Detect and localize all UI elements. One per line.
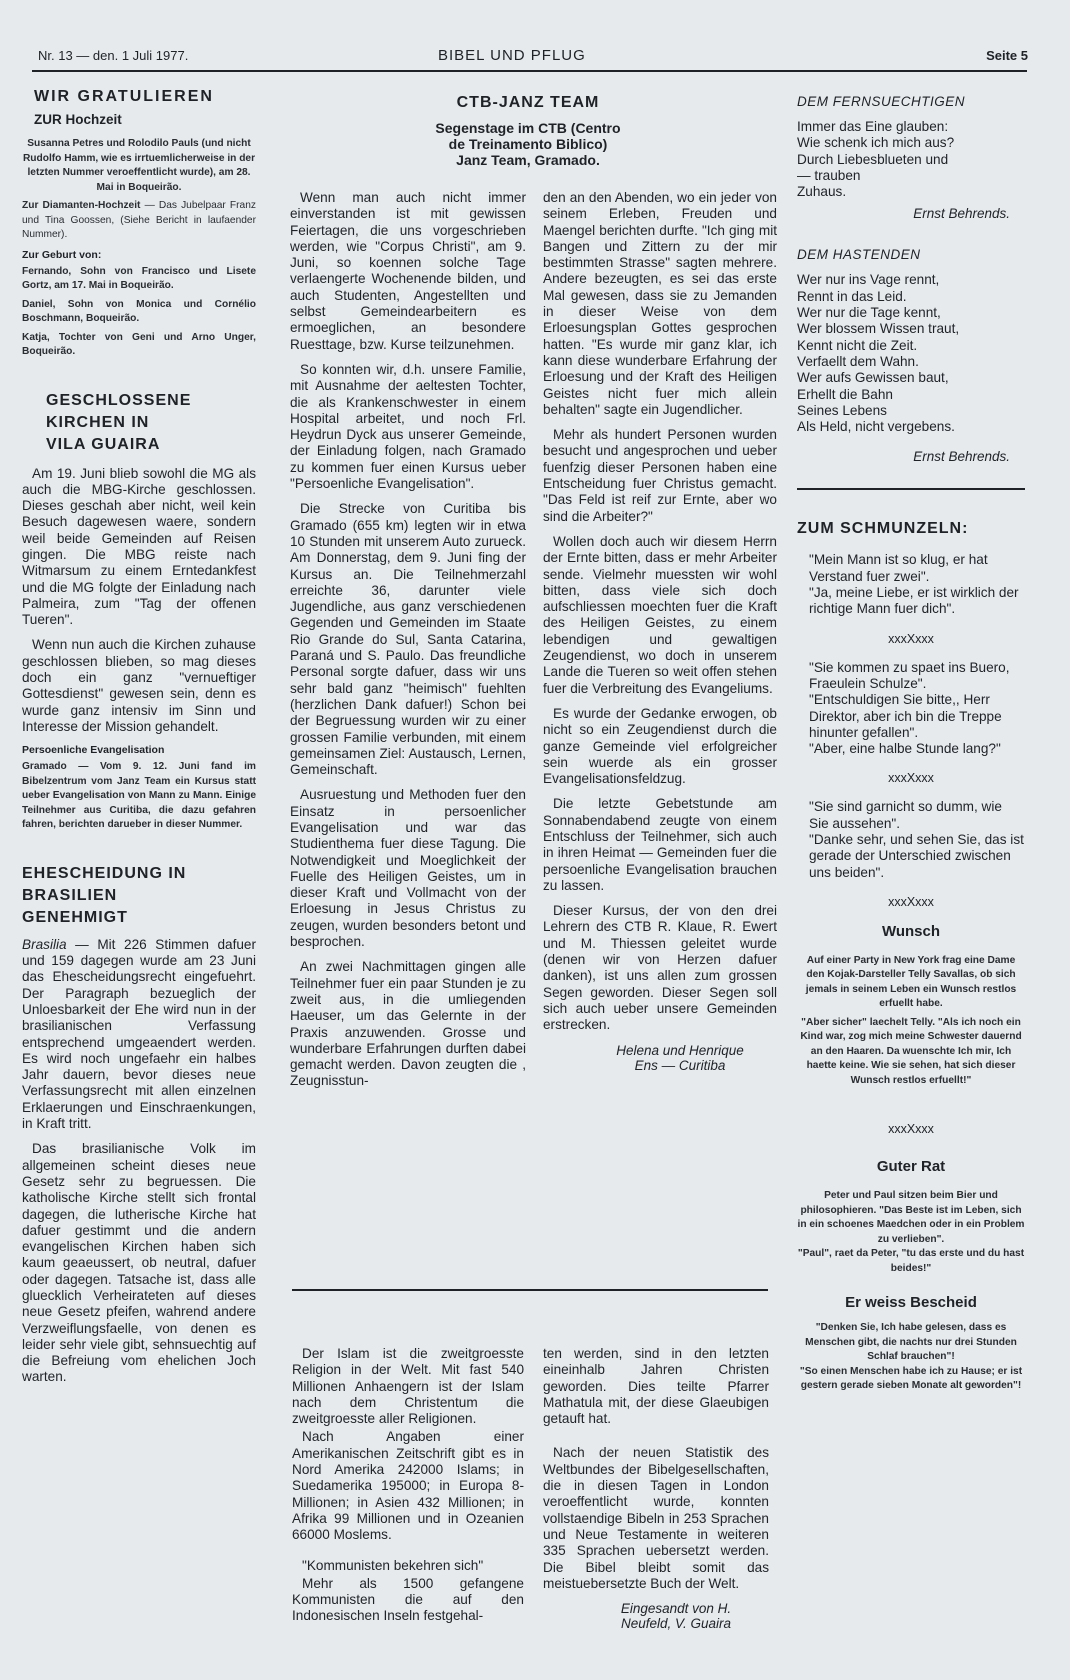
heading-gratulieren: WIR GRATULIEREN: [34, 88, 214, 105]
heading-kirchen-2: KIRCHEN IN: [46, 413, 150, 431]
joke-3: "Sie sind garnicht so dumm, wie Sie aussehen". "Danke sehr, und sehen Sie, das ist gerade der Unterschied zwischen uns beiden".: [809, 799, 1024, 880]
column-4: [797, 94, 1025, 1398]
poem-2-title: DEM HASTENDEN: [797, 247, 921, 263]
ehescheidung-paragraph-1: [22, 937, 256, 1133]
diamond-note: [22, 199, 256, 243]
column-3: [543, 190, 777, 1073]
poem-1-title: DEM FERNSUECHTIGEN: [797, 94, 966, 109]
birth-fernando: Fernando, Sohn von Francisco und Lisete Gortz, am 17. Mai in Boqueirão.: [22, 265, 256, 291]
heading-ehescheidung-2: BRASILIEN: [22, 886, 118, 904]
poem-2-author: Ernst Behrends.: [913, 449, 1010, 465]
ehescheidung-text: — Mit 226 Stimmen dafuer und 159 dagegen wurde am 23 Juni das Ehescheidungsrecht eingefuehrt. Der Paragraph bezueglich der Unloesbarkeit der Ehe wird nun in der brasilianischen Verfassung entsprechend umgeaendert werden. Es wird noch ungefaehr ein halbes Jahr dauern, bevor dieses neue Verfassungsrecht mit allen einzelnen Erklaerungen und Einschraenkungen, in Kraft tritt.: [22, 936, 256, 1132]
bescheid-text: "Denken Sie, Ich habe gelesen, dass es Menschen gibt, die nachts nur drei Stunden Schlaf brauchen"! "So einen Menschen habe ich zu Hause; er ist gestern gerade sieben Monate alt geworden"!: [799, 1322, 1023, 1392]
evangelisation-note: Gramado — Vom 9. 12. Juni fand im Bibelzentrum vom Janz Team ein Kursus statt ueber Evangelisation von Mann zu Mann. Einige Teilnehmer aus Curitiba, die dazu gefahren fahren, berichten darueber in dieser Nummer.: [22, 761, 256, 831]
evangelisation-label: Persoenliche Evangelisation: [22, 744, 165, 757]
page-header: [38, 48, 1028, 70]
ctb-sub-2: de Treinamento Biblico): [448, 136, 608, 152]
kirchen-paragraph-1: Am 19. Juni blieb sowohl die MG als auch die MBG-Kirche geschlossen. Dieses geschah aber nicht, weil kein Besuch dagewesen waere, sondern weil beide Gemeinden auf Reisen gingen. Die MBG reiste nach Witmarsum zu einem Erntedankfest und die MG folgte der Einladung nach Palmeira, zum "Tag der offenen Tueren".: [22, 465, 256, 628]
column-2: [290, 190, 526, 1099]
kirchen-paragraph-2: Wenn nun auch die Kirchen zuhause geschlossen blieben, so mag dieses doch ein ganz "vernueftiger Gottesdienst" gewesen sein, denn es wurde ganz intensiv im Sinn und Interesse der Mission gehandelt.: [22, 637, 256, 734]
newspaper-title: BIBEL UND PFLUG: [438, 47, 586, 64]
joke-2: "Sie kommen zu spaet ins Buero, Fraeulein Schulze". "Entschuldigen Sie bitte,, Herr Direktor, aber ich bin die Treppe hinunter gefallen". "Aber, eine halbe Stunde lang?": [809, 659, 1010, 757]
ctb-paragraph-1: Wenn man auch nicht immer einverstanden ist mit gewissen Feiertagen, die uns vorgeschrieben werden, wie "Corpus Christi", am 9. Juni, so koennen solche Tage verlaengerte Wochenende bilden, und auch Studenten, Angestellten und selbst Gemeindearbeitern es ermoeglichen, an besondere Ruesttage, bzw. Kurse teilzunehmen.: [290, 190, 526, 352]
guter-rat-title: Guter Rat: [876, 1158, 946, 1176]
birth-katja: Katja, Tochter von Geni und Arno Unger, Boqueirão.: [22, 331, 256, 357]
birth-label: Zur Geburt von:: [22, 248, 102, 261]
ctb-header: [290, 92, 766, 168]
bescheid-title: Er weiss Bescheid: [845, 1294, 977, 1312]
kommunisten-continued: ten werden, sind in den letzten eineinhalb Jahren Christen geworden. Dies teilte Pfarrer Mathatula mit, der diese Glaeubigen getauft hat.: [543, 1346, 769, 1427]
separator-2: xxxXxxx: [888, 771, 934, 786]
column-1: [22, 86, 256, 1395]
islam-signature-2: Neufeld, V. Guaira: [620, 1616, 732, 1632]
ctb-paragraph-4: Ausruestung und Methoden fuer den Einsatz in persoenlicher Evangelisation und war das Studienthema fuer diese Tagung. Die Notwendigkeit und Moeglichkeit der Fuelle des Heiligen Geistes, um in dieser Kraft und Vollmacht von der Erloesung in Jesus Christus zu zeugen, wurden besonders betont und besprochen.: [290, 787, 526, 950]
guter-rat-text: Peter und Paul sitzen beim Bier und philosophieren. "Das Beste ist im Leben, sich in ein schoenes Maedchen oder in ein Problem zu verlieben". "Paul", raet da Peter, "tu das erste und du hast beides!": [797, 1190, 1025, 1274]
heading-schmunzeln: ZUM SCHMUNZELN:: [797, 520, 969, 538]
birth-daniel-name: Daniel,: [22, 298, 56, 310]
poem-1: Immer das Eine glauben: Wie schenk ich mich aus? Durch Liebesblueten und — trauben Zuhaus.: [797, 119, 955, 200]
wunsch-paragraph-1: Auf einer Party in New York frag eine Dame den Kojak-Darsteller Telly Savallas, ob sich jemals in seinem Leben ein Wunsch restlos erfuellt habe.: [805, 954, 1017, 1010]
ctb-paragraph-11: Dieser Kursus, der von den drei Lehrern des CTB R. Klaue, R. Ewert und M. Thiessen geleitet wurde (denen wir von Herzen dafuer danken), ist uns allen zum grossen Segen geworden. Dieser Segen soll sich auch ueber unsere Gemeinden erstrecken.: [543, 903, 777, 1033]
ctb-paragraph-6: den an den Abenden, wo ein jeder von seinem Erleben, Freuden und Maengel berichten durfte. "Ich ging mit Bangen und Zittern zu der mir bestimmten Strasse" sagten mehrere. Andere bezeugten, es sei das erste Mal gewesen, dass sie zu Jemanden in dieser Weise von dem Erloesungsplan Gottes gesprochen hatten. "Es wurde mir ganz klar, ich kann diese wunderbare Erfahrung der Erloesung und der Kraft des Heiligen Geistes nicht fuer mich allein behalten" sagte ein Jugendlicher.: [543, 190, 777, 417]
joke-1: "Mein Mann ist so klug, er hat Verstand fuer zwei". "Ja, meine Liebe, er ist wirklich der richtige Mann fuer dich".: [809, 552, 1019, 617]
ctb-signature-1: Helena und Henrique: [616, 1042, 744, 1058]
islam-column-b: [543, 1346, 769, 1631]
middle-rule: [292, 1289, 768, 1291]
islam-column-a: [292, 1346, 524, 1634]
page-number: Seite 5: [986, 48, 1028, 63]
ctb-paragraph-2: So konnten wir, d.h. unsere Familie, mit Ausnahme der aeltesten Tochter, die als Krankenschwester in einem Hospital arbeitet, und noch Frl. Heydrun Dyck aus unserer Gemeinde, der Einladung folgen, nach Gramado zu kommen fuer einen Kursus ueber "Persoenliche Evangelisation".: [290, 361, 526, 492]
header-rule: [32, 70, 1027, 72]
issue-line: Nr. 13 — den. 1 Juli 1977.: [38, 48, 189, 63]
poem-1-author: Ernst Behrends.: [913, 206, 1010, 222]
kommunisten-paragraph: Mehr als 1500 gefangene Kommunisten die auf den Indonesischen Inseln festgehal-: [292, 1575, 524, 1624]
ctb-paragraph-9: Es wurde der Gedanke erwogen, ob nicht so ein Zeugendienst durch die ganze Gemeinde viel erfolgreicher sein wuerde als ein grosser Evangelisationsfeldzug.: [543, 705, 777, 787]
birth-daniel-text: Sohn von Monica und Cornélio Boschmann, Boqueirão.: [22, 298, 256, 324]
ctb-paragraph-3: Die Strecke von Curitiba bis Gramado (655 km) legten wir in etwa 10 Stunden mit unserem Auto zurueck. Am Donnerstag, dem 9. Juni fing der Kursus an. Die Teilnehmerzahl erreichte 36, darunter viele Jugendliche, aus ganz verschiedenen Gegenden und Gemeinden im Staate Rio Grande do Sul, Santa Catarina, Paraná und S. Paulo. Das freundliche Personal sorgte dafuer, dass wir uns sehr bald ganz "heimisch" fuehlten (herzlichen Dank dafuer!) Schon bei der Begruessung wurden wir zu einer grossen Familie verbunden, mit einem gemeinsamen Ziel: Austausch, Lernen, Gemeinschaft.: [290, 501, 526, 778]
heading-kirchen-3: VILA GUAIRA: [46, 435, 161, 453]
ctb-signature-2: Ens — Curitiba: [634, 1057, 726, 1073]
heading-ehescheidung-1: EHESCHEIDUNG IN: [22, 864, 187, 882]
separator-1: xxxXxxx: [888, 631, 934, 646]
ctb-title: CTB-JANZ TEAM: [456, 94, 600, 111]
ctb-paragraph-7: Mehr als hundert Personen wurden besucht und angesprochen und ueber fuenfzig dieser Personen haben eine Entscheidung fuer Christus gemacht. "Das Feld ist reif zur Ernte, aber wo sind die Arbeiter?": [543, 427, 777, 524]
islam-paragraph-1: Der Islam ist die zweitgroesste Religion in der Welt. Mit fast 540 Millionen Anhaengern ist der Islam nach dem Christentum die zweitgroesste aller Religionen.: [292, 1346, 524, 1427]
separator-3: xxxXxxx: [888, 894, 934, 909]
ctb-paragraph-8: Wollen doch auch wir diesem Herrn der Ernte bitten, dass er mehr Arbeiter sende. Vielmehr muessten wir wohl bitten, dass viele sich doch aufschliessen moechten fuer die Kraft des Heiligen Geistes, zu einem lebendigen und gewaltigen Zeugendienst, wo doch in unserem Lande die Tueren so weit offen stehen fuer die Verbreitung des Evangeliums.: [543, 533, 777, 696]
diamond-text: — Das Jubelpaar Franz und Tina Goossen, (Siehe Bericht in laufaender Nummer).: [22, 200, 256, 240]
poem-2: Wer nur ins Vage rennt, Rennt in das Leid. Wer nur die Tage kennt, Wer blossem Wissen traut, Kennt nicht die Zeit. Verfaellt dem Wahn. Wer aufs Gewissen baut, Erhellt die Bahn Seines Lebens Als Held, nicht vergebens.: [797, 272, 960, 435]
heading-kirchen-1: GESCHLOSSENE: [46, 391, 192, 409]
ctb-sub-1: Segenstage im CTB (Centro: [435, 120, 621, 136]
heading-ehescheidung-3: GENEHMIGT: [22, 908, 128, 926]
ctb-paragraph-10: Die letzte Gebetstunde am Sonnabendabend zeugte von einem Entschluss der Teilnehmer, sich auch in ihren Heimat — Gemeinden fuer die persoenliche Evangelisation brauchen zu lassen.: [543, 796, 777, 893]
place-brasilia: Brasilia: [22, 936, 67, 952]
ctb-sub-3: Janz Team, Gramado.: [456, 152, 600, 168]
column-4-rule: [797, 488, 1025, 490]
subheading-hochzeit: ZUR Hochzeit: [34, 112, 122, 127]
birth-daniel: [22, 298, 256, 327]
ctb-paragraph-5: An zwei Nachmittagen gingen alle Teilnehmer fuer ein paar Stunden je zu zweit aus, in die umliegenden Haeuser, um das Gelernte in der Praxis anzuwenden. Grosse und wunderbare Erfahrungen durften dabei gemacht werden. Davon zeugten die , Zeugnisstun-: [290, 959, 526, 1089]
bibel-statistik: Nach der neuen Statistik des Weltbundes der Bibelgesellschaften, die in diesen Tagen in London veroeffentlicht wurde, konnten vollstaendige Bibeln in 253 Sprachen und Neue Testamente in weiteren 335 Sprachen uebersetzt werden. Die Bibel bleibt somit das meistuebersetzte Buch der Welt.: [543, 1445, 769, 1591]
islam-paragraph-2: Nach Angaben einer Amerikanischen Zeitschrift gibt es in Nord Amerika 242000 Islams; in Suedamerika 195000; in Europa 8-Millionen; in Asien 432 Millionen; in Afrika 99 Millionen und in Ozeanien 66000 Moslems.: [292, 1429, 524, 1543]
wedding-note: Susanna Petres und Rolodilo Pauls (und nicht Rudolfo Hamm, wie es irrtuemlicherweise in der letzten Nummer veroeffentlicht wurde), am 28. Mai in Boqueirão.: [22, 138, 256, 193]
kommunisten-headline: "Kommunisten bekehren sich": [302, 1557, 484, 1573]
wunsch-paragraph-2: "Aber sicher" laechelt Telly. "Als ich noch ein Kind war, zog mich meine Schwester dauernd an den Haaren. Da wuenschte Ich mir, Ich haette keine. Wie sie sehen, hat sich dieser Wunsch restlos erfuellt!": [800, 1016, 1022, 1086]
ehescheidung-paragraph-2: Das brasilianische Volk im allgemeinen scheint dieses neue Gesetz sehr zu begruessen. Die katholische Kirche stellt sich frontal dagegen, die lutherische Kirche hat dafuer gestimmt und die andern evangelischen Kirchen haben sich kaum geaeussert, ob neutral, dafuer oder dagegen. Tatsache ist, dass alle gluecklich Verheirateten auf dieses neue Gesetz pfeifen, wahrend andere Verzweiflungsfaelle, von denen es leider sehr viele gibt, sehnsuechtig auf die Befreiung vom ehelichen Joch warten.: [22, 1141, 256, 1385]
wunsch-title: Wunsch: [881, 922, 941, 940]
separator-4: xxxXxxx: [888, 1122, 934, 1137]
diamond-label: Zur Diamanten-Hochzeit: [22, 200, 141, 211]
islam-signature-1: Eingesandt von H.: [620, 1601, 732, 1617]
